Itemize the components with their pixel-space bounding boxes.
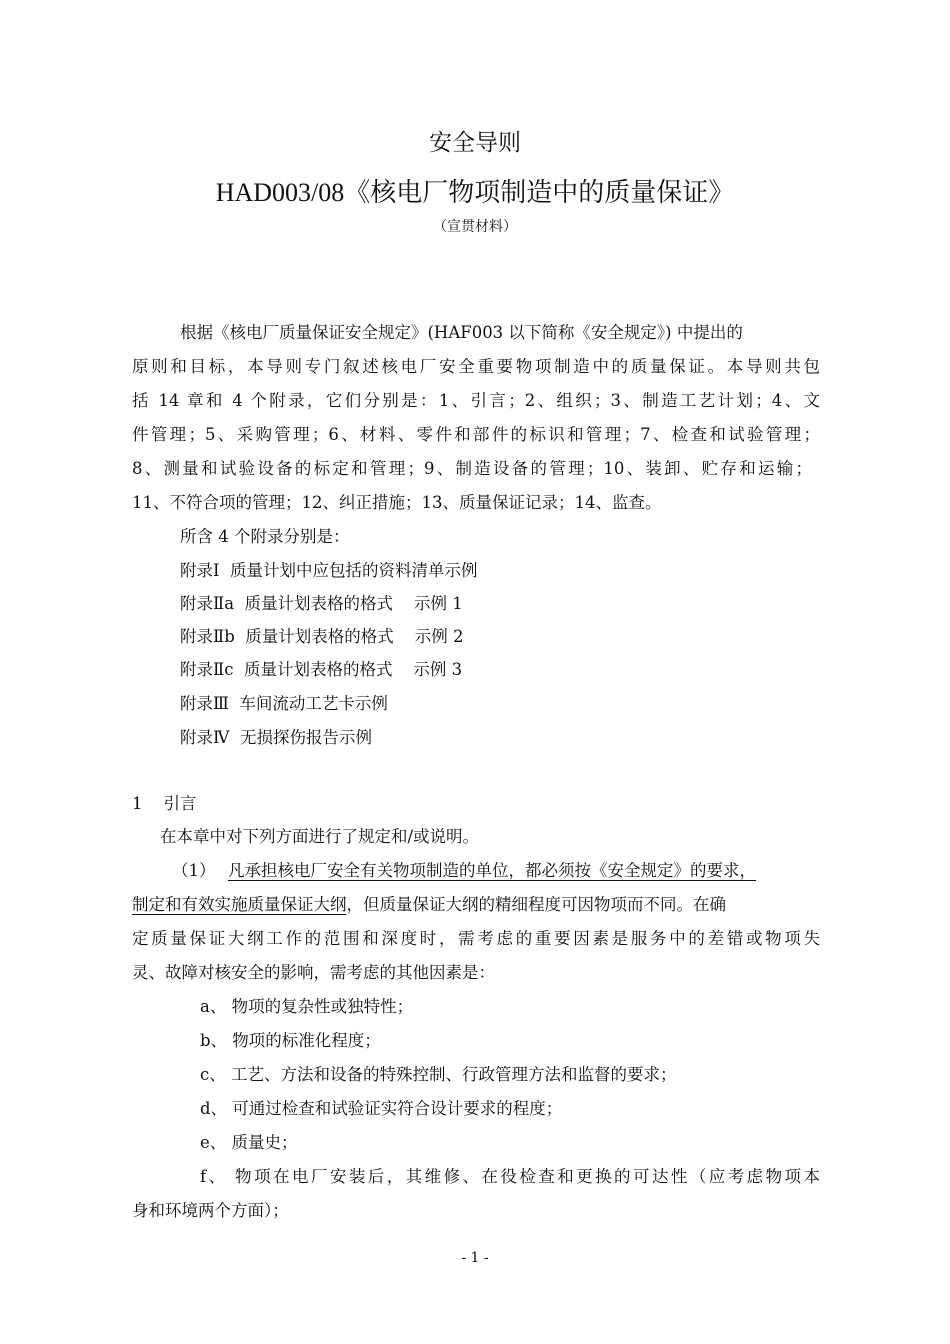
factor-item: f、 物项在电厂安装后，其维修、在役检查和更换的可达性（应考虑物项本 <box>200 1167 820 1186</box>
item1-underlined-text: 制定和有效实施质量保证大纲 <box>132 895 347 914</box>
factor-item: b、 物项的标准化程度； <box>200 1031 381 1050</box>
factor-item: c、 工艺、方法和设备的特殊控制、行政管理方法和监督的要求； <box>200 1065 677 1084</box>
intro-line: 原则和目标，本导则专门叙述核电厂安全重要物项制造中的质量保证。本导则共包 <box>132 357 820 376</box>
item1-underlined-text: 凡承担核电厂安全有关物项制造的单位，都必须按《安全规定》的要求， <box>228 861 756 880</box>
item1-text: ，但质量保证大纲的精细程度可因物项而不同。在确 <box>346 895 726 914</box>
intro-line: 8、测量和试验设备的标定和管理；9、制造设备的管理；10、装卸、贮存和运输； <box>132 459 812 478</box>
appendix-item: 附录Ⅱc 质量计划表格的格式 示例 3 <box>180 660 463 679</box>
page-number: - 1 - <box>461 1250 489 1266</box>
item-number: （1） <box>172 861 216 880</box>
intro-line: 11、不符合项的管理；12、纠正措施；13、质量保证记录；14、监查。 <box>132 493 662 512</box>
intro-line: 根据《核电厂质量保证安全规定》(HAF003 以下简称《安全规定》) 中提出的 <box>180 323 743 342</box>
factor-item: a、 物项的复杂性或独特性； <box>200 997 414 1016</box>
document-subtitle: （宣贯材料） <box>433 219 517 235</box>
item1-line: 灵、故障对核安全的影响，需考虑的其他因素是： <box>132 963 495 982</box>
factor-item-continued: 身和环境两个方面）； <box>132 1201 289 1220</box>
appendix-intro: 所含 4 个附录分别是： <box>180 527 350 546</box>
document-title <box>0 172 950 209</box>
document-code: HAD003/08 <box>215 178 345 207</box>
document-name: 《核电厂物项制造中的质量保证》 <box>344 178 735 208</box>
appendix-item: 附录Ⅱa 质量计划表格的格式 示例 1 <box>180 594 463 613</box>
factor-item: d、 可通过检查和试验证实符合设计要求的程度； <box>200 1099 563 1118</box>
section-heading: 1 引言 <box>132 794 197 813</box>
factor-item: e、 质量史； <box>200 1133 298 1152</box>
intro-line: 括 14 章和 4 个附录，它们分别是：1、引言；2、组织；3、制造工艺计划；4、文 <box>132 391 820 410</box>
intro-line: 件管理；5、采购管理；6、材料、零件和部件的标识和管理；7、检查和试验管理； <box>132 425 820 444</box>
section-lead: 在本章中对下列方面进行了规定和/或说明。 <box>160 827 480 846</box>
appendix-item: 附录Ⅳ 无损探伤报告示例 <box>180 728 372 747</box>
appendix-item: 附录Ⅰ 质量计划中应包括的资料清单示例 <box>180 561 478 580</box>
item1-line: 定质量保证大纲工作的范围和深度时，需考虑的重要因素是服务中的差错或物项失 <box>132 929 820 948</box>
guide-category-title: 安全导则 <box>429 130 521 156</box>
appendix-item: 附录Ⅲ 车间流动工艺卡示例 <box>180 694 388 713</box>
item1-line <box>132 894 726 916</box>
appendix-item: 附录Ⅱb 质量计划表格的格式 示例 2 <box>180 627 464 646</box>
